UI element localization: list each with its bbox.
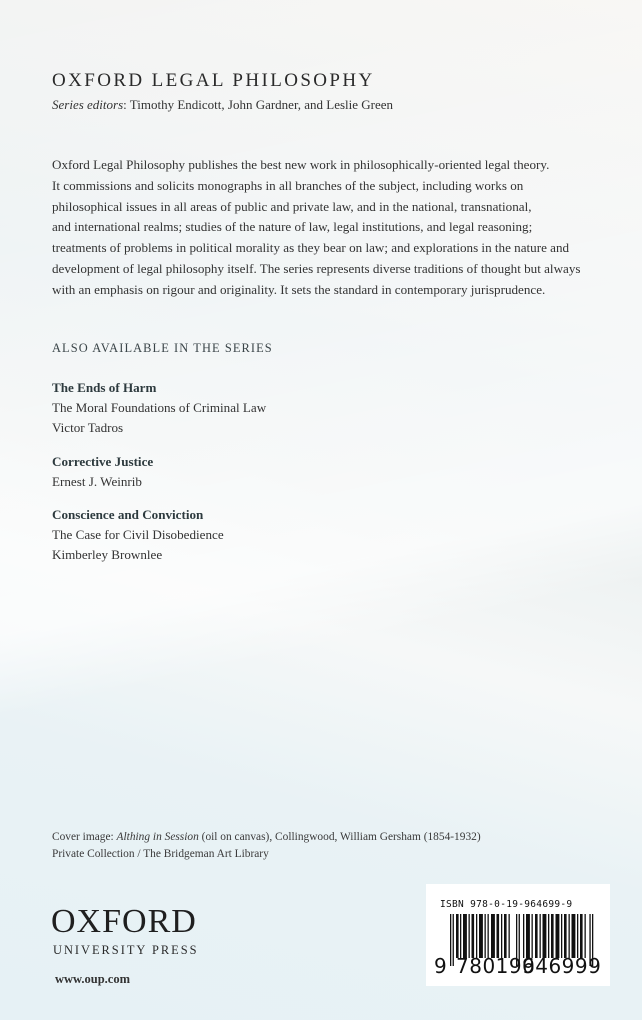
barcode-digits-right: 646999	[522, 954, 602, 978]
series-editors	[52, 97, 393, 113]
description-line: treatments of problems in political morality as they bear on law; and explorations in the nature and	[52, 240, 570, 256]
book-author: Ernest J. Weinrib	[52, 474, 142, 489]
artwork-title: Althing in Session	[116, 831, 199, 843]
book-entry	[52, 505, 224, 565]
credits-line-1	[52, 829, 481, 846]
series-editors-label: Series editors	[52, 97, 124, 112]
barcode-digits-left: 780199	[456, 954, 536, 978]
book-subtitle: The Case for Civil Disobedience	[52, 527, 224, 542]
credits-details: (oil on canvas), Collingwood, William Gersham (1854-1932)	[198, 831, 481, 843]
book-subtitle: The Moral Foundations of Criminal Law	[52, 400, 267, 415]
book-title: Conscience and Conviction	[52, 507, 204, 522]
barcode-digit-first: 9	[434, 954, 447, 978]
book-author: Victor Tadros	[52, 420, 124, 435]
series-title: OXFORD LEGAL PHILOSOPHY	[52, 70, 375, 91]
series-editors-names: : Timothy Endicott, John Gardner, and Leslie Green	[123, 97, 394, 112]
credits-prefix: Cover image:	[52, 831, 117, 843]
description-line: with an emphasis on rigour and originality. It sets the standard in contemporary jurisprudence.	[52, 281, 546, 297]
also-available-heading: ALSO AVAILABLE IN THE SERIES	[52, 341, 273, 355]
credits-line-2: Private Collection / The Bridgeman Art Library	[52, 847, 269, 860]
publisher-logo-subname: UNIVERSITY PRESS	[53, 943, 199, 957]
barcode-digits	[426, 954, 610, 978]
series-description	[52, 155, 622, 301]
publisher-website: www.oup.com	[55, 972, 131, 986]
book-author: Kimberley Brownlee	[52, 547, 163, 562]
isbn-barcode	[426, 884, 610, 986]
book-title: The Ends of Harm	[52, 380, 157, 395]
book-entry	[52, 378, 266, 438]
isbn-label: ISBN 978-0-19-964699-9	[440, 899, 573, 910]
description-line: development of legal philosophy itself. The series represents diverse traditions of thought but always	[52, 260, 581, 276]
publisher-logo-name: OXFORD	[51, 903, 197, 940]
book-entry	[52, 452, 153, 492]
book-title: Corrective Justice	[52, 454, 154, 469]
cover-credits	[52, 829, 481, 862]
description-line: Oxford Legal Philosophy publishes the best new work in philosophically-oriented legal theory.	[52, 157, 550, 172]
description-line: It commissions and solicits monographs in all branches of the subject, including works on	[52, 177, 524, 193]
description-line: and international realms; studies of the nature of law, legal institutions, and legal reasoning;	[52, 219, 533, 235]
description-line: philosophical issues in all areas of public and private law, and in the national, transnational,	[52, 198, 532, 214]
